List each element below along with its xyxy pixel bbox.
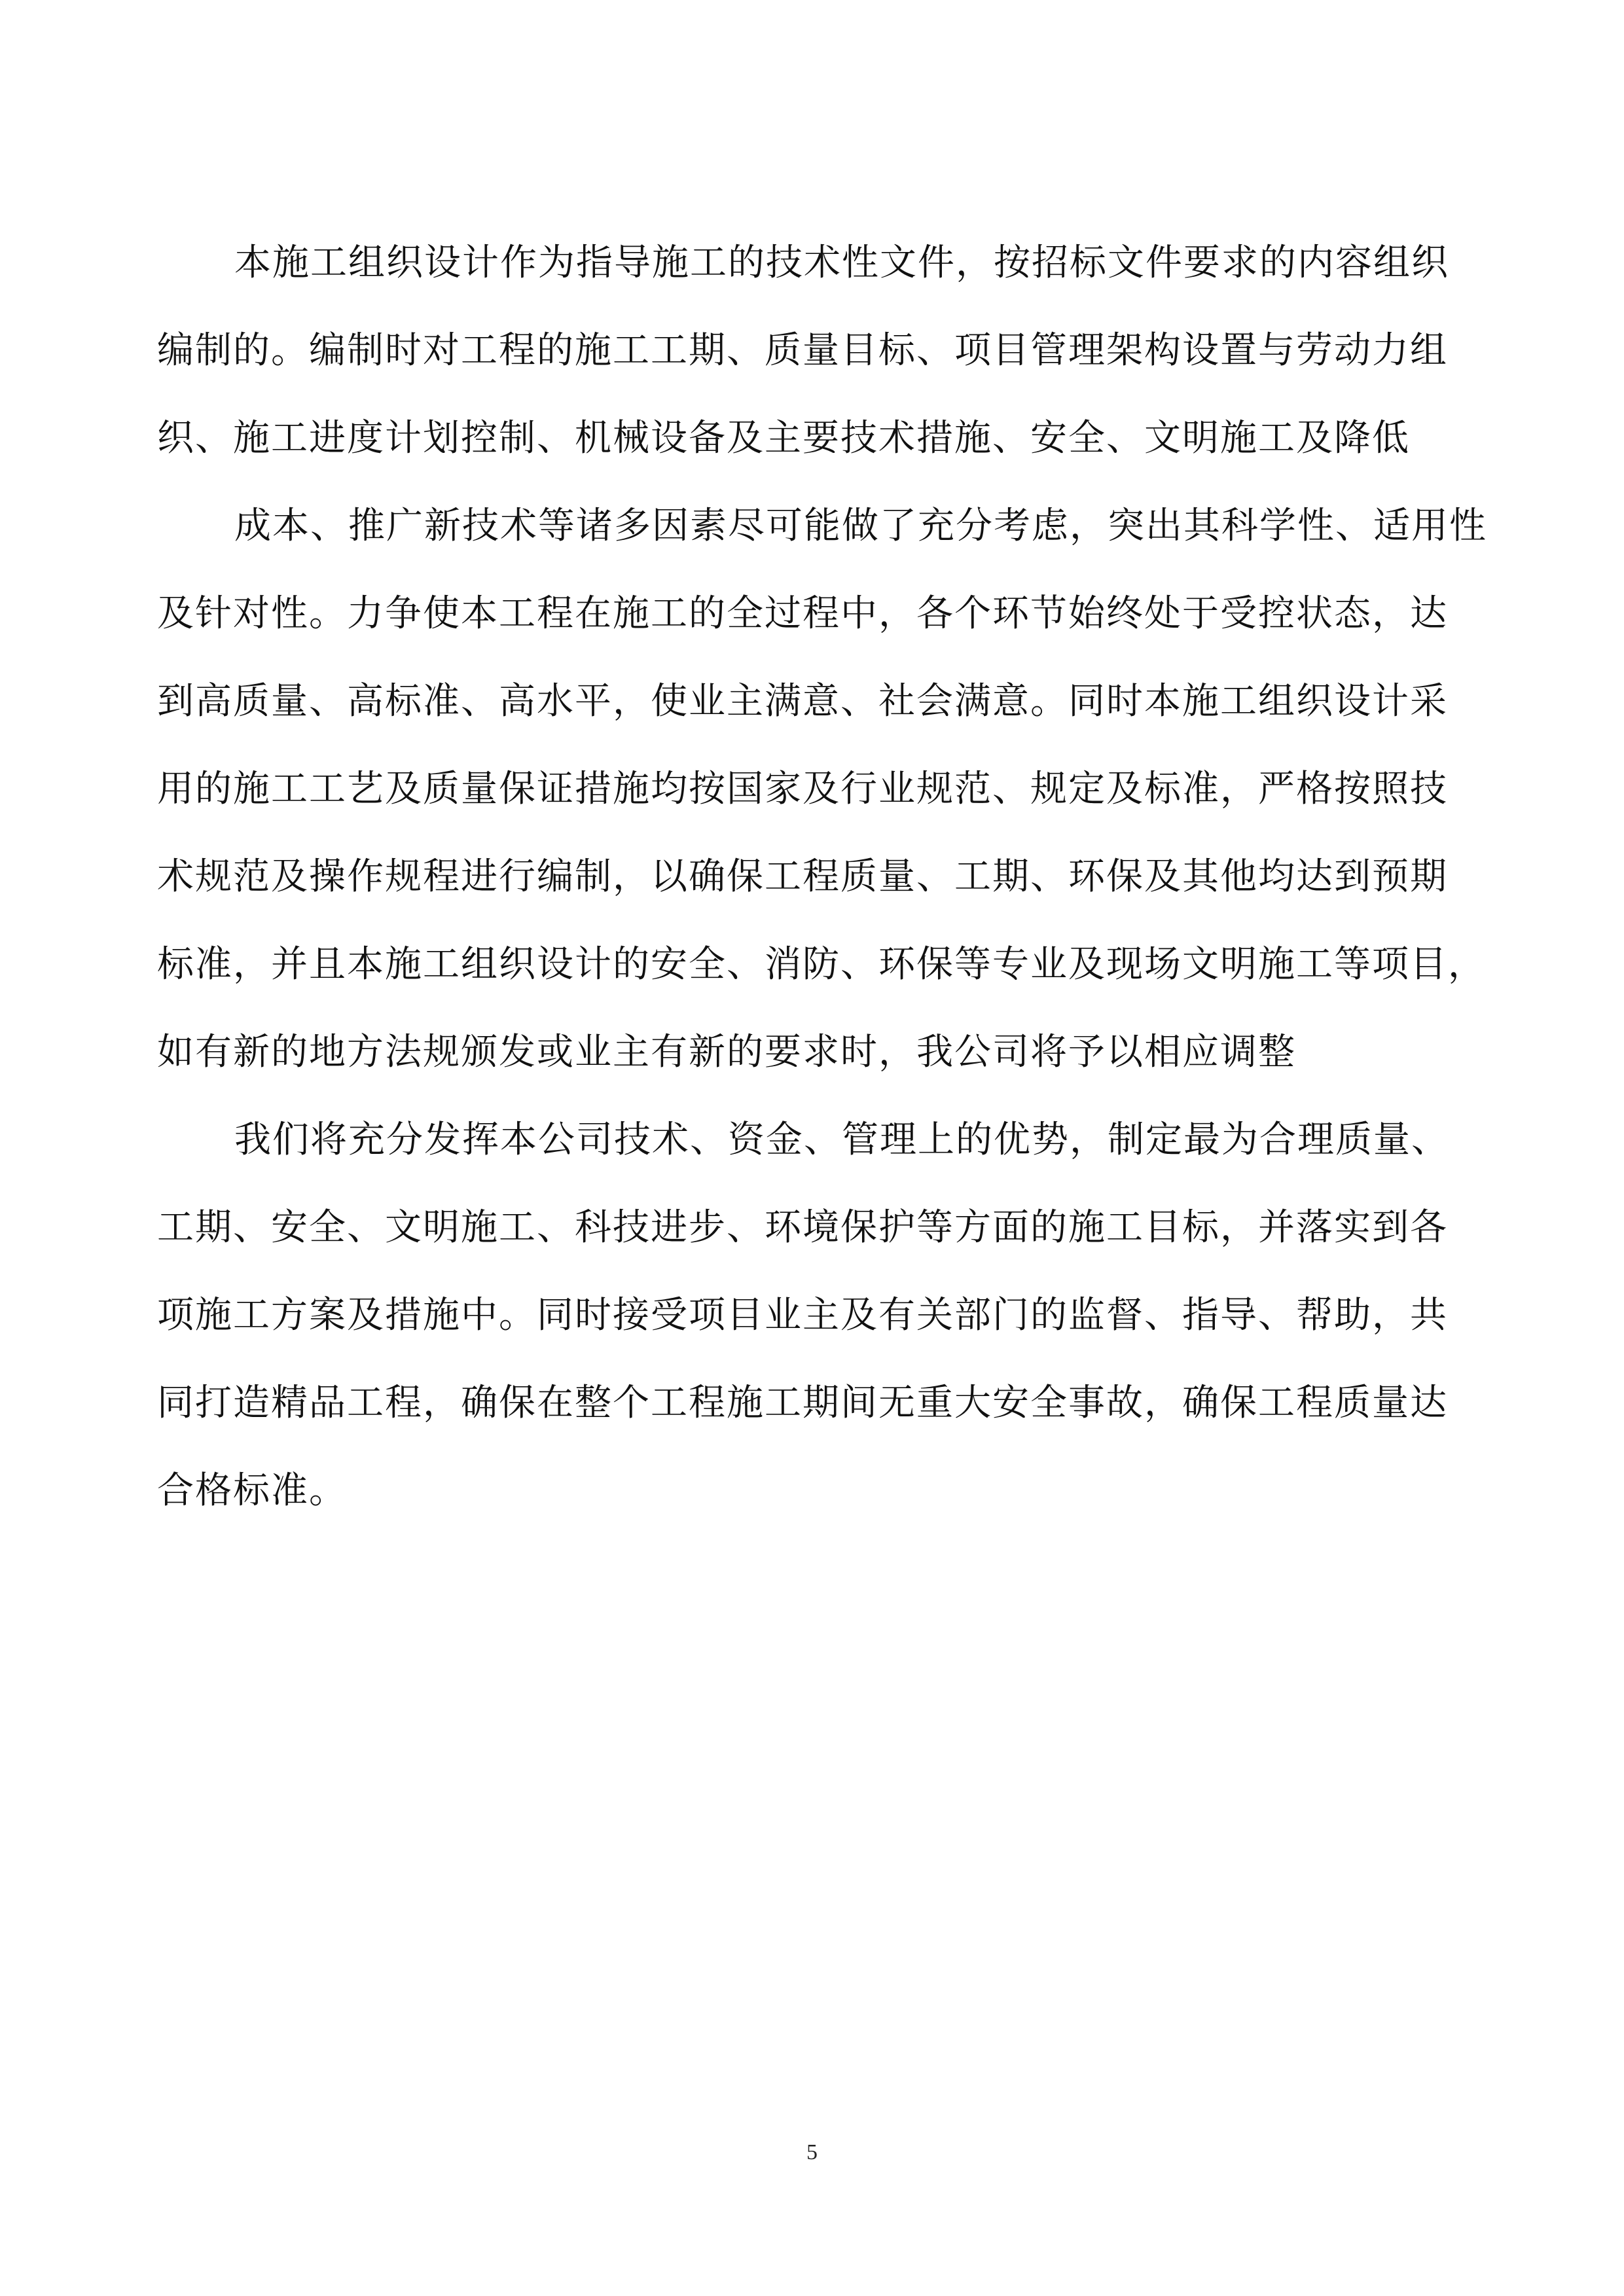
paragraph-2-line-3: 到高质量、高标准、高水平，使业主满意、社会满意。同时本施工组织设计采 — [157, 680, 1448, 723]
paragraph-1-line-2: 编制的。编制时对工程的施工工期、质量目标、项目管理架构设置与劳动力组 — [157, 329, 1448, 372]
paragraph-2-line-5: 术规范及操作规程进行编制，以确保工程质量、工期、环保及其他均达到预期 — [157, 855, 1448, 898]
paragraph-2-line-2: 及针对性。力争使本工程在施工的全过程中，各个环节始终处于受控状态，达 — [157, 592, 1448, 635]
paragraph-2-line-7: 如有新的地方法规颁发或业主有新的要求时，我公司将予以相应调整 — [157, 1031, 1296, 1073]
page-number: 5 — [806, 2140, 818, 2164]
paragraph-3-line-1: 我们将充分发挥本公司技术、资金、管理上的优势，制定最为合理质量、 — [234, 1119, 1449, 1161]
document-body — [157, 219, 1486, 1535]
paragraph-1-line-3: 织、施工进度计划控制、机械设备及主要技术措施、安全、文明施工及降低 — [157, 417, 1410, 459]
paragraph-3-line-4: 同打造精品工程，确保在整个工程施工期间无重大安全事故，确保工程质量达 — [157, 1382, 1448, 1424]
paragraph-2-line-4: 用的施工工艺及质量保证措施均按国家及行业规范、规定及标准，严格按照技 — [157, 768, 1448, 810]
paragraph-3-line-5: 合格标准。 — [157, 1469, 347, 1512]
paragraph-2-line-6: 标准，并且本施工组织设计的安全、消防、环保等专业及现场文明施工等项目， — [157, 943, 1486, 986]
paragraph-3-line-3: 项施工方案及措施中。同时接受项目业主及有关部门的监督、指导、帮助，共 — [157, 1294, 1448, 1336]
paragraph-2-line-1: 成本、推广新技术等诸多因素尽可能做了充分考虑，突出其科学性、适用性 — [234, 505, 1487, 547]
paragraph-1-line-1: 本施工组织设计作为指导施工的技术性文件，按招标文件要求的内容组织 — [234, 242, 1449, 284]
paragraph-3-line-2: 工期、安全、文明施工、科技进步、环境保护等方面的施工目标，并落实到各 — [157, 1206, 1448, 1249]
